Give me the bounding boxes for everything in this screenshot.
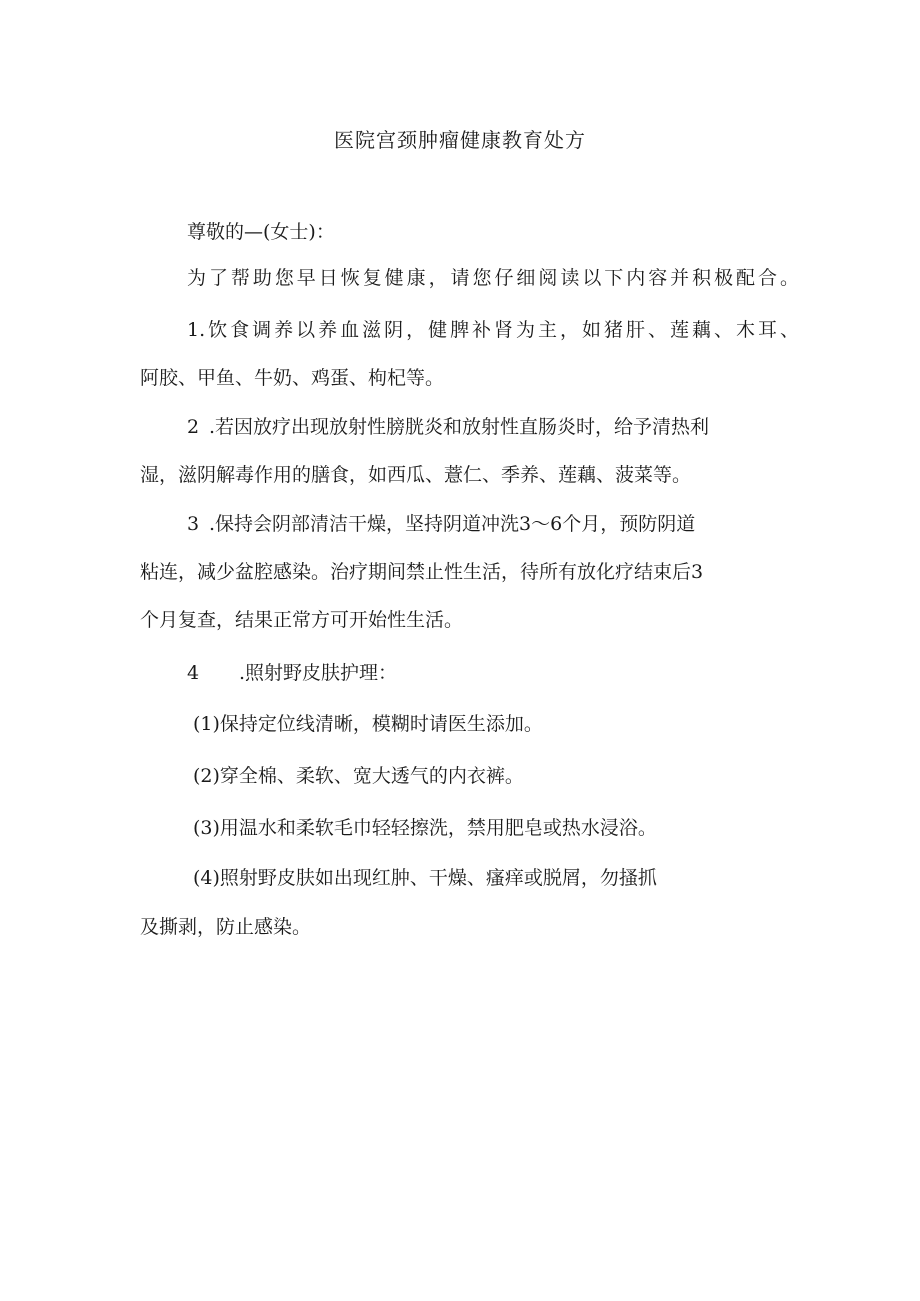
subitem-3: (3)用温水和柔软毛巾轻轻擦洗，禁用肥皂或热水浸浴。: [193, 817, 657, 839]
item2-line2: 湿，滋阴解毒作用的膳食，如西瓜、薏仁、季养、莲藕、菠菜等。: [140, 464, 692, 486]
item1-line2: 阿胶、甲鱼、牛奶、鸡蛋、枸杞等。: [140, 367, 445, 389]
item4-number: 4: [187, 662, 200, 684]
subitem-2: (2)穿全棉、柔软、宽大透气的内衣裤。: [193, 765, 524, 787]
item3-number: 3: [187, 513, 200, 535]
item1-line1: 1.饮食调养以养血滋阴，健脾补肾为主，如猪肝、莲藕、木耳、: [187, 319, 799, 341]
item2-line1: [187, 413, 799, 441]
item2-number: 2: [187, 416, 200, 438]
subitem-4-line2: 及撕剥，防止感染。: [140, 916, 312, 938]
item3-line1: [187, 510, 799, 538]
intro-line: 为了帮助您早日恢复健康，请您仔细阅读以下内容并积极配合。: [187, 267, 799, 289]
item4-line: [187, 659, 397, 687]
item2-text: .若因放疗出现放射性膀胱炎和放射性直肠炎时，给予清热利: [209, 416, 710, 438]
item4-text: .照射野皮肤护理：: [239, 662, 398, 684]
subitem-1: (1)保持定位线清晰，模糊时请医生添加。: [193, 713, 543, 735]
greeting-line: 尊敬的—(女士)：: [187, 221, 335, 243]
item3-line2: 粘连，减少盆腔感染。治疗期间禁止性生活，待所有放化疗结束后3: [140, 561, 704, 583]
item3-text: .保持会阴部清洁干燥，坚持阴道冲洗3～6个月，预防阴道: [209, 513, 696, 535]
subitem-4-line1: (4)照射野皮肤如出现红肿、干燥、瘙痒或脱屑，勿搔抓: [193, 867, 657, 889]
document-title: 医院宫颈肿瘤健康教育处方: [334, 128, 586, 152]
item3-line3: 个月复查，结果正常方可开始性生活。: [140, 609, 464, 631]
